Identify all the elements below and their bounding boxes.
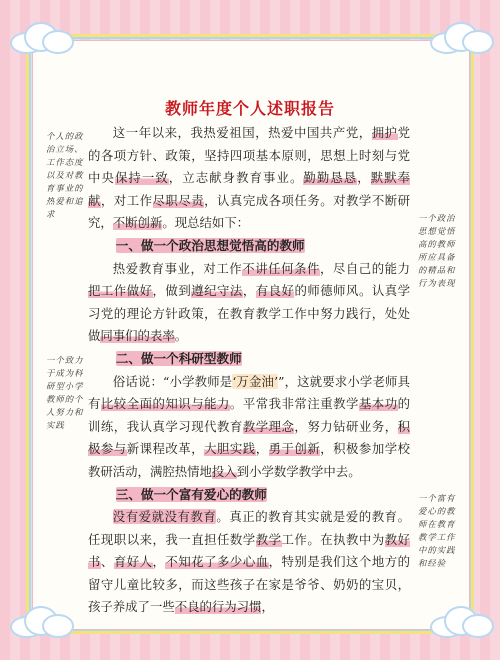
section-text: 到小学数学教学中去。 <box>236 463 361 479</box>
margin-note-right-bottom <box>418 492 456 570</box>
margin-note-line: 求 <box>46 209 56 219</box>
section-highlight: 教学理念 <box>242 418 295 434</box>
section-highlight: 不良的行为习惯 <box>174 599 262 615</box>
section-highlight: 投入 <box>211 463 237 479</box>
section-text: 工作。在执教中为 <box>281 531 385 547</box>
intro-text: 这一年以来，我热爱祖国，热爱中国共产党， <box>112 125 372 140</box>
cloud-decoration-bottom-left <box>10 606 74 636</box>
section-text: ， <box>255 441 269 457</box>
section-highlight: 教好书 <box>88 531 411 570</box>
section-text: ，做到 <box>152 283 192 299</box>
section-text: 的师德师风。认真学习党的理论方针政策，在教育教学工作中努力践行，处处做 <box>88 283 411 344</box>
section-text: ，特别是我们这个地方的留守儿童比较多，而这些孩子在家是爷爷、奶奶的宝贝，孩子养成了一些 <box>88 554 411 615</box>
margin-note-line: 一个政治 <box>418 213 456 223</box>
section-paragraph <box>88 371 410 484</box>
margin-note-line: 的精品和 <box>418 265 456 275</box>
section-text: ，尽自己的能力 <box>319 260 411 276</box>
intro-highlight: 保持一致 <box>114 170 169 186</box>
section-heading-text: 三、做一个富有爱心的教师 <box>115 486 267 502</box>
section-text: ， <box>152 554 166 570</box>
section-text: 。 <box>174 328 188 344</box>
section-highlight: 有良好 <box>255 283 295 299</box>
section-highlight: 积极参与 <box>88 418 411 457</box>
margin-note-line: 研型小学 <box>46 381 84 391</box>
section-text: ”，这就要求小学老师具有 <box>88 373 410 412</box>
section-heading <box>88 348 410 371</box>
section-text: 热爱教育事业，对工作 <box>112 260 243 276</box>
section-highlight: 把工作做好 <box>88 283 153 299</box>
section-paragraph <box>88 506 410 619</box>
section-text: ， <box>242 283 256 299</box>
intro-text: ，认真完成各项任务。对教学不断研究， <box>88 192 411 231</box>
intro-text: 党的各项方针、政策，坚持四项基本原则，思想上时刻与党中央 <box>88 125 411 186</box>
margin-note-line: 所应具备 <box>418 252 456 262</box>
page-title: 教师年度个人述职报告 <box>164 99 335 118</box>
section-highlight: 教学 <box>255 531 282 547</box>
intro-paragraph <box>88 122 410 235</box>
intro-text: ，立志献身教育事业。 <box>168 170 304 186</box>
section-highlight: 不讲任何条件 <box>242 260 320 276</box>
intro-highlight: 不断创新 <box>112 215 163 231</box>
section-text: ，努力钻研业务， <box>294 418 398 434</box>
margin-note-line: 于成为科 <box>46 368 84 378</box>
margin-note-line: 人努力和 <box>46 407 84 417</box>
section-text: 。平常我非常注重教学 <box>229 396 359 412</box>
margin-note-line: 治立场、 <box>46 144 84 154</box>
section-text: ， <box>261 599 274 615</box>
margin-note-line: 和经验 <box>418 558 447 568</box>
section-text: 俗话说：“小学教师是 <box>112 373 233 389</box>
margin-note-line: 教学工作 <box>418 532 456 542</box>
section-highlight: 遵纪守法 <box>191 283 243 299</box>
section-highlight: 大胆实践 <box>204 441 256 457</box>
section-text: 的训练，我认真学习现代教育 <box>88 396 411 434</box>
margin-note-right-top <box>418 212 456 290</box>
intro-highlight: 拥护 <box>371 125 398 140</box>
intro-highlight: 尽职尽责 <box>152 192 205 208</box>
margin-note-line: 思想觉悟 <box>418 226 456 236</box>
section-text: 。真正的教育其实就是爱的教育。任现职以来，我一直担任数学 <box>88 509 411 547</box>
section-highlight: ‘万金油’ <box>232 373 279 389</box>
intro-text: 。现总结如下： <box>162 215 250 231</box>
section-highlight: 勇于创新 <box>268 441 321 457</box>
margin-note-line: 育事业的 <box>46 183 84 193</box>
margin-note-line: 中的实践 <box>418 545 456 555</box>
section-highlight: 基本功 <box>358 396 398 412</box>
section-highlight: 没有爱就没有教育 <box>112 509 217 525</box>
section-heading-text: 一、做一个政治思想觉悟高的教师 <box>115 237 305 253</box>
margin-note-line: 个人的政 <box>46 131 84 141</box>
section-heading-text: 二、做一个科研型教师 <box>115 350 242 366</box>
margin-note-line: 一个富有 <box>418 493 456 503</box>
margin-note-line: 实践 <box>46 420 65 430</box>
cloud-decoration-bottom-right <box>430 606 494 636</box>
intro-text: ，对工作 <box>100 192 153 208</box>
section-highlight: 不知花了多少心血 <box>165 554 269 570</box>
section-highlight: 同事们的表率 <box>100 328 175 344</box>
section-text: 、 <box>100 554 114 570</box>
section-highlight: 比较全面的知识与能力 <box>100 396 230 412</box>
margin-note-line: 教师的个 <box>46 394 84 404</box>
report-body <box>88 122 410 619</box>
section-highlight: 育好人 <box>113 554 153 570</box>
section-heading <box>88 235 410 258</box>
intro-highlight: 默默奉献 <box>88 170 411 208</box>
margin-note-left-top <box>46 130 84 221</box>
cloud-decoration-top-left <box>10 22 74 52</box>
margin-note-line: 热爱和追 <box>46 196 84 206</box>
margin-note-line: 以及对教 <box>46 170 84 180</box>
margin-note-line: 高的教师 <box>418 239 456 249</box>
section-paragraph <box>88 258 410 348</box>
margin-note-left-mid <box>46 354 84 432</box>
margin-note-line: 一个致力 <box>46 355 84 365</box>
margin-note-line: 行为表现 <box>418 278 456 288</box>
cloud-decoration-top-right <box>430 22 494 52</box>
margin-note-line: 工作态度 <box>46 157 84 167</box>
intro-highlight: 勤勤恳恳 <box>303 170 358 186</box>
margin-note-line: 师在教育 <box>418 519 456 529</box>
margin-note-line: 爱心的教 <box>418 506 456 516</box>
section-text: ，积极参加学校教研活动，满腔热情地 <box>88 441 411 479</box>
intro-text: ， <box>357 170 371 186</box>
section-text: 新课程改革， <box>126 441 205 457</box>
section-heading <box>88 484 410 507</box>
